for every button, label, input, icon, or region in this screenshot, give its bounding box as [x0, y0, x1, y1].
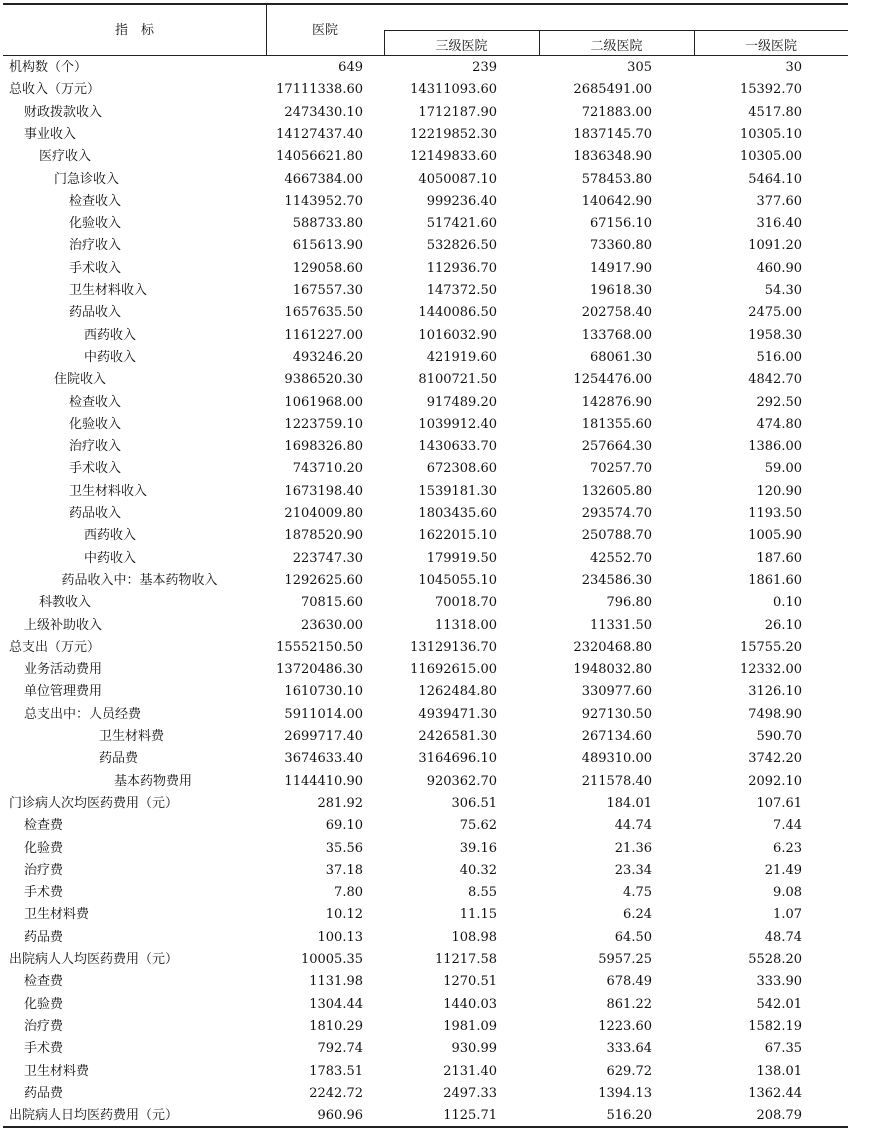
cell-value: 19618.30 — [589, 283, 652, 298]
cell-value: 1440.03 — [443, 996, 497, 1012]
cell-value: 10305.00 — [739, 149, 802, 165]
cell-value: 1440086.50 — [418, 305, 497, 321]
row-label: 卫生材料费 — [24, 907, 90, 923]
row-label: 门急诊收入 — [54, 171, 120, 187]
row-label: 手术费 — [24, 885, 64, 901]
cell-value: 3742.20 — [748, 751, 802, 767]
cell-value: 1.07 — [773, 907, 802, 923]
cell-value: 629.72 — [606, 1063, 652, 1079]
cell-value: 23630.00 — [300, 617, 363, 633]
cell-value: 267134.60 — [581, 729, 652, 744]
row-label: 检查费 — [24, 818, 64, 834]
cell-value: 1394.13 — [598, 1085, 652, 1101]
cell-value: 39.16 — [459, 840, 497, 856]
row-label: 卫生材料费 — [24, 1063, 90, 1079]
cell-value: 1254476.00 — [573, 372, 652, 388]
row-label: 机构数（个） — [9, 60, 88, 75]
row-label: 总支出（万元） — [9, 639, 101, 655]
cell-value: 69.10 — [325, 818, 363, 834]
cell-value: 474.80 — [756, 416, 802, 432]
cell-value: 6.24 — [623, 907, 652, 923]
cell-value: 140642.90 — [581, 193, 652, 209]
cell-value: 2104009.80 — [284, 506, 363, 521]
cell-value: 2475.00 — [748, 305, 802, 321]
table-row — [0, 258, 878, 280]
row-label: 卫生材料费 — [99, 729, 165, 744]
cell-value: 23.34 — [614, 862, 652, 878]
cell-value: 5528.20 — [748, 952, 802, 967]
row-label: 检查收入 — [69, 394, 122, 410]
cell-value: 15552150.50 — [276, 639, 363, 655]
cell-value: 70257.70 — [589, 461, 652, 477]
cell-value: 11692615.00 — [410, 662, 497, 678]
row-label: 出院病人人均医药费用（元） — [9, 952, 179, 967]
cell-value: 5464.10 — [748, 171, 802, 187]
cell-value: 250788.70 — [581, 528, 652, 544]
cell-value: 7498.90 — [748, 706, 802, 722]
cell-value: 147372.50 — [426, 283, 497, 298]
cell-value: 13129136.70 — [410, 639, 497, 655]
table-row — [0, 302, 878, 324]
cell-value: 588733.80 — [292, 216, 363, 232]
cell-value: 120.90 — [756, 483, 802, 499]
row-label: 中药收入 — [84, 550, 137, 566]
table-row — [0, 815, 878, 837]
header-bottom-rule — [3, 55, 848, 56]
row-label: 事业收入 — [24, 126, 77, 142]
cell-value: 1223759.10 — [284, 416, 363, 432]
cell-value: 7.44 — [773, 818, 802, 834]
cell-value: 234586.30 — [581, 572, 652, 588]
cell-value: 0.10 — [773, 595, 802, 611]
cell-value: 672308.60 — [426, 461, 497, 477]
cell-value: 960.96 — [317, 1108, 363, 1124]
cell-value: 1386.00 — [748, 439, 802, 455]
cell-value: 1958.30 — [748, 327, 802, 343]
cell-value: 2699717.40 — [284, 729, 363, 744]
cell-value: 330977.60 — [581, 684, 652, 700]
table-row — [0, 726, 878, 748]
cell-value: 930.99 — [451, 1041, 497, 1057]
cell-value: 37.18 — [325, 862, 363, 878]
cell-value: 917489.20 — [426, 394, 497, 410]
cell-value: 2092.10 — [748, 773, 802, 789]
table-row — [0, 169, 878, 191]
cell-value: 239 — [472, 60, 497, 75]
cell-value: 184.01 — [606, 795, 652, 811]
row-label: 住院收入 — [54, 372, 107, 388]
row-label: 卫生材料收入 — [69, 283, 148, 298]
cell-value: 721883.00 — [581, 104, 652, 120]
row-label: 卫生材料收入 — [69, 483, 148, 499]
row-label: 手术费 — [24, 1041, 64, 1057]
cell-value: 257664.30 — [581, 439, 652, 455]
cell-value: 1539181.30 — [418, 483, 497, 499]
cell-value: 208.79 — [756, 1108, 802, 1124]
cell-value: 292.50 — [756, 394, 802, 410]
table-row — [0, 592, 878, 614]
table-row — [0, 904, 878, 926]
table-row — [0, 191, 878, 213]
cell-value: 1878520.90 — [284, 528, 363, 544]
cell-value: 12219852.30 — [410, 126, 497, 142]
cell-value: 4517.80 — [748, 104, 802, 120]
row-label: 业务活动费用 — [24, 662, 103, 678]
row-label: 化验费 — [24, 840, 64, 856]
table-row — [0, 771, 878, 793]
table-row — [0, 280, 878, 302]
table-row — [0, 235, 878, 257]
cell-value: 1039912.40 — [418, 416, 497, 432]
cell-value: 460.90 — [756, 260, 802, 276]
cell-value: 333.64 — [606, 1041, 652, 1057]
cell-value: 4939471.30 — [418, 706, 497, 722]
table-row — [0, 882, 878, 904]
row-label: 化验收入 — [69, 216, 122, 232]
table-row — [0, 637, 878, 659]
row-label: 治疗费 — [24, 862, 64, 878]
table-row — [0, 481, 878, 503]
table-row — [0, 681, 878, 703]
cell-value: 67.35 — [764, 1041, 802, 1057]
row-label: 治疗费 — [24, 1018, 64, 1034]
cell-value: 68061.30 — [589, 349, 652, 365]
header-level3: 三级医院 — [435, 39, 488, 54]
cell-value: 1430633.70 — [418, 439, 497, 455]
row-label: 基本药物费用 — [114, 773, 193, 789]
cell-value: 3674633.40 — [284, 751, 363, 767]
cell-value: 578453.80 — [581, 171, 652, 187]
row-label: 出院病人日均医药费用（元） — [9, 1108, 179, 1124]
cell-value: 44.74 — [614, 818, 652, 834]
table-row — [0, 748, 878, 770]
cell-value: 10005.35 — [300, 952, 363, 967]
cell-value: 14917.90 — [589, 260, 652, 276]
cell-value: 64.50 — [614, 929, 652, 945]
cell-value: 1712187.90 — [418, 104, 497, 120]
cell-value: 75.62 — [459, 818, 497, 834]
cell-value: 1622015.10 — [418, 528, 497, 544]
row-label: 手术收入 — [69, 260, 122, 276]
row-label: 药品收入 — [69, 506, 122, 521]
cell-value: 1193.50 — [748, 506, 802, 521]
table-row — [0, 793, 878, 815]
cell-value: 1091.20 — [748, 238, 802, 254]
table-row — [0, 503, 878, 525]
cell-value: 10.12 — [325, 907, 363, 923]
cell-value: 333.90 — [756, 974, 802, 990]
cell-value: 100.13 — [317, 929, 363, 945]
table-row — [0, 325, 878, 347]
header-level2: 二级医院 — [590, 39, 643, 54]
cell-value: 1125.71 — [443, 1108, 497, 1124]
cell-value: 542.01 — [756, 996, 802, 1012]
cell-value: 861.22 — [606, 996, 652, 1012]
cell-value: 181355.60 — [581, 416, 652, 432]
table-row — [0, 971, 878, 993]
table-row — [0, 102, 878, 124]
row-label: 药品收入 — [69, 305, 122, 321]
row-label: 财政拨款收入 — [24, 104, 103, 120]
row-label: 科教收入 — [39, 595, 92, 611]
cell-value: 1005.90 — [748, 528, 802, 544]
table-top-rule — [3, 3, 848, 5]
cell-value: 493246.20 — [292, 349, 363, 365]
table-row — [0, 124, 878, 146]
table-row — [0, 838, 878, 860]
cell-value: 48.74 — [764, 929, 802, 945]
cell-value: 1610730.10 — [284, 684, 363, 700]
cell-value: 5911014.00 — [284, 706, 363, 722]
cell-value: 2426581.30 — [418, 729, 497, 744]
cell-value: 1582.19 — [748, 1018, 802, 1034]
table-row — [0, 704, 878, 726]
header-level1: 一级医院 — [744, 39, 797, 54]
row-label: 药品费 — [24, 929, 64, 945]
cell-value: 1836348.90 — [573, 149, 652, 165]
table-row — [0, 994, 878, 1016]
cell-value: 2242.72 — [309, 1085, 363, 1101]
cell-value: 516.00 — [756, 349, 802, 365]
cell-value: 1144410.90 — [284, 773, 363, 789]
cell-value: 796.80 — [606, 595, 652, 611]
table-row — [0, 213, 878, 235]
cell-value: 2131.40 — [443, 1063, 497, 1079]
cell-value: 108.98 — [451, 929, 497, 945]
table-row — [0, 414, 878, 436]
row-label: 检查费 — [24, 974, 64, 990]
cell-value: 187.60 — [756, 550, 802, 566]
cell-value: 306.51 — [451, 795, 497, 811]
cell-value: 11.15 — [459, 907, 497, 923]
cell-value: 1143952.70 — [284, 193, 363, 209]
table-row — [0, 392, 878, 414]
cell-value: 1292625.60 — [284, 572, 363, 588]
cell-value: 3126.10 — [748, 684, 802, 700]
cell-value: 532826.50 — [426, 238, 497, 254]
cell-value: 8.55 — [468, 885, 497, 901]
table-row — [0, 1016, 878, 1038]
cell-value: 9386520.30 — [284, 372, 363, 388]
cell-value: 2320468.80 — [573, 639, 652, 655]
cell-value: 70018.70 — [434, 595, 497, 611]
cell-value: 1045055.10 — [418, 572, 497, 588]
cell-value: 1837145.70 — [573, 126, 652, 142]
cell-value: 1016032.90 — [418, 327, 497, 343]
cell-value: 1803435.60 — [418, 506, 497, 521]
cell-value: 179919.50 — [426, 550, 497, 566]
cell-value: 142876.90 — [581, 394, 652, 410]
cell-value: 1270.51 — [443, 974, 497, 990]
header-hospital: 医院 — [311, 23, 338, 38]
row-label: 总收入（万元） — [9, 82, 101, 98]
cell-value: 4.75 — [623, 885, 652, 901]
table-row — [0, 436, 878, 458]
cell-value: 1981.09 — [443, 1018, 497, 1034]
row-label: 化验收入 — [69, 416, 122, 432]
cell-value: 1657635.50 — [284, 305, 363, 321]
cell-value: 1161227.00 — [284, 327, 363, 343]
cell-value: 6.23 — [773, 840, 802, 856]
cell-value: 590.70 — [756, 729, 802, 744]
cell-value: 30 — [785, 60, 802, 75]
row-label: 治疗收入 — [69, 439, 122, 455]
table-row — [0, 79, 878, 101]
table-row — [0, 1061, 878, 1083]
row-label: 手术收入 — [69, 461, 122, 477]
cell-value: 129058.60 — [292, 260, 363, 276]
cell-value: 927130.50 — [581, 706, 652, 722]
cell-value: 107.61 — [756, 795, 802, 811]
cell-value: 15392.70 — [739, 82, 802, 98]
cell-value: 2685491.00 — [573, 82, 652, 98]
cell-value: 133768.00 — [581, 327, 652, 343]
row-label: 医疗收入 — [39, 149, 92, 165]
cell-value: 40.32 — [459, 862, 497, 878]
cell-value: 615613.90 — [292, 238, 363, 254]
cell-value: 1948032.80 — [573, 662, 652, 678]
row-label: 西药收入 — [84, 327, 137, 343]
cell-value: 1061968.00 — [284, 394, 363, 410]
cell-value: 999236.40 — [426, 193, 497, 209]
cell-value: 421919.60 — [426, 349, 497, 365]
cell-value: 11217.58 — [434, 952, 497, 967]
cell-value: 1262484.80 — [418, 684, 497, 700]
cell-value: 73360.80 — [589, 238, 652, 254]
cell-value: 8100721.50 — [418, 372, 497, 388]
table-row — [0, 1083, 878, 1105]
cell-value: 138.01 — [756, 1063, 802, 1079]
table-row — [0, 927, 878, 949]
row-label: 上级补助收入 — [24, 617, 103, 633]
cell-value: 12332.00 — [739, 662, 802, 678]
row-label: 药品费 — [99, 751, 139, 767]
cell-value: 678.49 — [606, 974, 652, 990]
cell-value: 67156.10 — [589, 216, 652, 232]
cell-value: 1783.51 — [309, 1063, 363, 1079]
cell-value: 1131.98 — [309, 974, 363, 990]
cell-value: 3164696.10 — [418, 751, 497, 767]
cell-value: 2497.33 — [443, 1085, 497, 1101]
cell-value: 9.08 — [773, 885, 802, 901]
cell-value: 1861.60 — [748, 572, 802, 588]
cell-value: 15755.20 — [739, 639, 802, 655]
cell-value: 516.20 — [606, 1108, 652, 1124]
cell-value: 281.92 — [317, 795, 363, 811]
cell-value: 21.49 — [764, 862, 802, 878]
cell-value: 316.40 — [756, 216, 802, 232]
cell-value: 132605.80 — [581, 483, 652, 499]
cell-value: 743710.20 — [292, 461, 363, 477]
row-label: 中药收入 — [84, 349, 137, 365]
cell-value: 293574.70 — [581, 506, 652, 521]
cell-value: 11318.00 — [434, 617, 497, 633]
row-label: 检查收入 — [69, 193, 122, 209]
cell-value: 5957.25 — [598, 952, 652, 967]
cell-value: 7.80 — [334, 885, 363, 901]
cell-value: 305 — [627, 60, 652, 75]
table-row — [0, 369, 878, 391]
cell-value: 167557.30 — [292, 283, 363, 298]
cell-value: 13720486.30 — [276, 662, 363, 678]
cell-value: 10305.10 — [739, 126, 802, 142]
cell-value: 1810.29 — [309, 1018, 363, 1034]
table-row — [0, 458, 878, 480]
cell-value: 70815.60 — [300, 595, 363, 611]
cell-value: 377.60 — [756, 193, 802, 209]
cell-value: 35.56 — [325, 840, 363, 856]
row-label: 门诊病人次均医药费用（元） — [9, 795, 179, 811]
table-row — [0, 548, 878, 570]
cell-value: 792.74 — [317, 1041, 363, 1057]
row-label: 药品收入中：基本药物收入 — [61, 572, 218, 588]
cell-value: 12149833.60 — [410, 149, 497, 165]
table-row — [0, 57, 878, 79]
cell-value: 920362.70 — [426, 773, 497, 789]
cell-value: 1698326.80 — [284, 439, 363, 455]
cell-value: 1673198.40 — [284, 483, 363, 499]
cell-value: 112936.70 — [426, 260, 497, 276]
cell-value: 17111338.60 — [276, 82, 363, 98]
cell-value: 489310.00 — [581, 751, 652, 767]
cell-value: 21.36 — [614, 840, 652, 856]
cell-value: 11331.50 — [589, 617, 652, 633]
cell-value: 14056621.80 — [276, 149, 363, 165]
cell-value: 211578.40 — [581, 773, 652, 789]
table-row — [0, 949, 878, 971]
cell-value: 4842.70 — [748, 372, 802, 388]
cell-value: 59.00 — [764, 461, 802, 477]
cell-value: 2473430.10 — [284, 104, 363, 120]
table-row — [0, 146, 878, 168]
table-row — [0, 860, 878, 882]
header-indicator: 指 标 — [114, 23, 154, 38]
cell-value: 223747.30 — [292, 550, 363, 566]
row-label: 总支出中：人员经费 — [24, 706, 142, 722]
cell-value: 1304.44 — [309, 996, 363, 1012]
row-label: 单位管理费用 — [24, 684, 103, 700]
row-label: 西药收入 — [84, 528, 137, 544]
cell-value: 202758.40 — [581, 305, 652, 321]
cell-value: 4667384.00 — [284, 171, 363, 187]
cell-value: 26.10 — [764, 617, 802, 633]
table-row — [0, 347, 878, 369]
table-row — [0, 615, 878, 637]
table-row — [0, 1105, 878, 1127]
cell-value: 1223.60 — [598, 1018, 652, 1034]
cell-value: 42552.70 — [589, 550, 652, 566]
row-label: 治疗收入 — [69, 238, 122, 254]
row-label: 药品费 — [24, 1085, 64, 1101]
cell-value: 517421.60 — [426, 216, 497, 232]
table-row — [0, 1038, 878, 1060]
subheader-rule — [384, 30, 848, 31]
row-label: 化验费 — [24, 996, 64, 1012]
table-row — [0, 525, 878, 547]
cell-value: 4050087.10 — [418, 171, 497, 187]
cell-value: 54.30 — [764, 283, 802, 298]
cell-value: 649 — [338, 60, 363, 75]
cell-value: 14311093.60 — [410, 82, 497, 98]
table-row — [0, 570, 878, 592]
cell-value: 1362.44 — [748, 1085, 802, 1101]
table-row — [0, 659, 878, 681]
cell-value: 14127437.40 — [276, 126, 363, 142]
